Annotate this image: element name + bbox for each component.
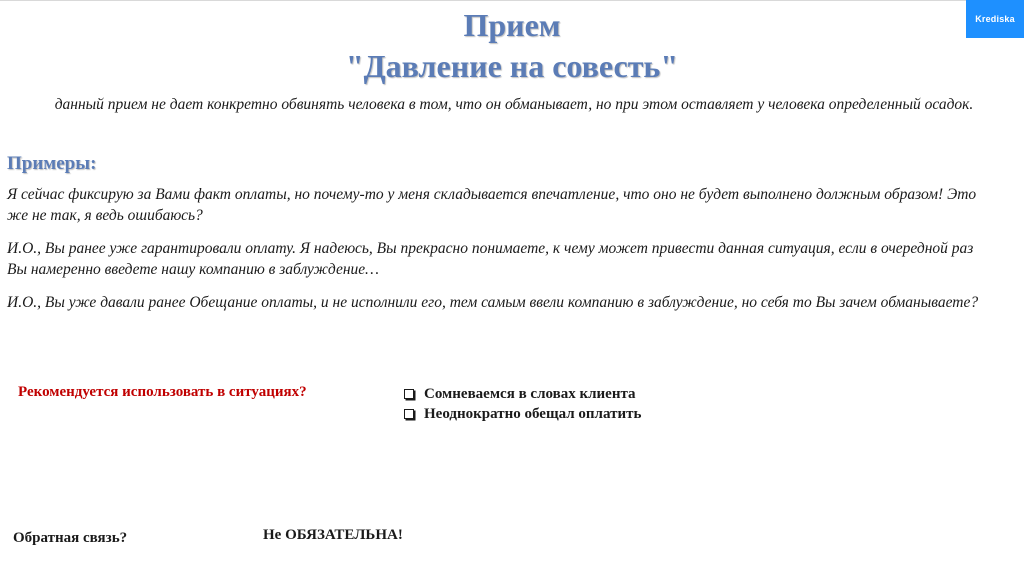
examples-heading: Примеры: [7, 153, 97, 174]
checkbox-bullet-icon [404, 389, 414, 399]
feedback-value: Не ОБЯЗАТЕЛЬНА! [263, 527, 403, 543]
checkbox-bullet-icon [404, 409, 414, 419]
recommendation-question: Рекомендуется использовать в ситуациях? [18, 384, 307, 400]
krediska-logo: Krediska [966, 0, 1024, 38]
situation-label: Сомневаемся в словах клиента [424, 385, 636, 402]
top-divider [0, 0, 1024, 1]
example-item: И.О., Вы ранее уже гарантировали оплату. Я надеюсь, Вы прекрасно понимаете, к чему может привести данная ситуация, если в очередной раз Вы намеренно введете нашу компанию в заблуждение… [7, 240, 974, 278]
intro-text: данный прием не дает конкретно обвинять человека в том, что он обманывает, но при этом оставляет у человека определенный осадок. [54, 96, 974, 113]
situation-item [404, 384, 641, 404]
situation-item [404, 404, 641, 424]
situation-label: Неоднократно обещал оплатить [424, 405, 642, 422]
situations-list [404, 384, 641, 424]
example-item: И.О., Вы уже давали ранее Обещание оплаты, и не исполнили его, тем самым ввели компанию в заблуждение, но себя то Вы зачем обманываете? [7, 294, 979, 311]
feedback-label: Обратная связь? [13, 530, 128, 546]
slide-title-line2: "Давление на совесть" [345, 48, 679, 84]
slide-title-line1: Прием [463, 7, 561, 43]
example-item: Я сейчас фиксирую за Вами факт оплаты, но почему-то у меня складывается впечатление, что оно не будет выполнено должным образом! Это же не так, я ведь ошибаюсь? [7, 186, 977, 224]
